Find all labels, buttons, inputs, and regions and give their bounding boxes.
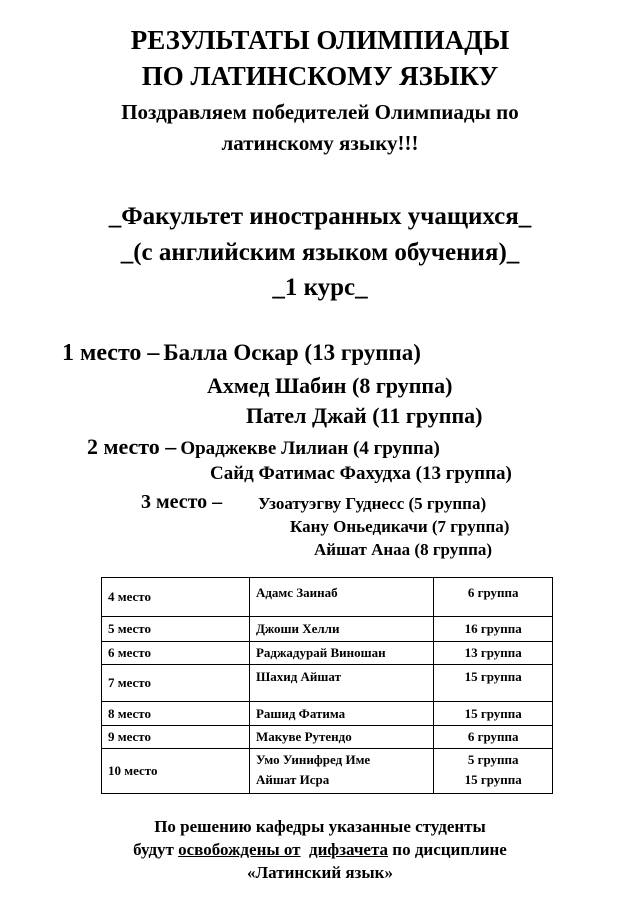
place-cell: 6 место: [102, 642, 250, 665]
table-row: [102, 702, 553, 726]
place-cell: 4 место: [102, 578, 250, 617]
congrats-line1: Поздравляем победителей Олимпиады по: [121, 100, 519, 124]
group-cell: 6 группа: [434, 578, 553, 617]
footer-line2-prefix: будут: [133, 840, 179, 859]
place-cell: 7 место: [102, 665, 250, 702]
footer-line3: «Латинский язык»: [247, 863, 393, 882]
table-row: [102, 642, 553, 665]
first-place-winner: Пател Джай (11 группа): [246, 403, 483, 428]
course-label: _1 курс_: [272, 274, 368, 301]
third-place-row: [141, 491, 222, 514]
group-line: 15 группа: [464, 772, 522, 787]
name-cell: Раджадурай Виношан: [249, 642, 433, 665]
third-place-winner: Кану Оньедикачи (7 группа): [290, 517, 510, 536]
footer-space: [301, 840, 310, 859]
faculty-line2: _(с английским языком обучения)_: [120, 239, 520, 266]
footer-line1: По решению кафедры указанные студенты: [154, 817, 486, 836]
group-cell: 16 группа: [434, 617, 553, 642]
name-cell: [249, 749, 433, 794]
group-cell: 13 группа: [434, 642, 553, 665]
place-cell: 8 место: [102, 702, 250, 726]
first-place-row: [62, 340, 421, 367]
second-place-winner: Сайд Фатимас Фахудха (13 группа): [210, 463, 512, 484]
name-cell: Шахид Айшат: [249, 665, 433, 702]
table-row: [102, 578, 553, 617]
place-cell: 5 место: [102, 617, 250, 642]
name-cell: Адамс Заинаб: [249, 578, 433, 617]
first-place-winner: Ахмед Шабин (8 группа): [207, 373, 453, 398]
third-place-winner: Узоатуэгву Гуднесс (5 группа): [258, 494, 487, 513]
place-cell: 9 место: [102, 726, 250, 749]
name-cell: Рашид Фатима: [249, 702, 433, 726]
footer-line2: [0, 838, 640, 862]
name-cell: Джоши Хелли: [249, 617, 433, 642]
results-table: [101, 577, 553, 794]
page-title-line2: ПО ЛАТИНСКОМУ ЯЗЫКУ: [141, 61, 499, 91]
table-row: [102, 665, 553, 702]
place-cell: 10 место: [102, 749, 250, 794]
footer-underlined-exempt: освобождены от: [178, 840, 301, 859]
first-place-label: 1 место –: [62, 340, 160, 366]
table-row: [102, 749, 553, 794]
page-title-line1: РЕЗУЛЬТАТЫ ОЛИМПИАДЫ: [130, 25, 510, 55]
name-line: Айшат Исра: [255, 772, 330, 787]
table-row: [102, 617, 553, 642]
name-cell: Макуве Рутендо: [249, 726, 433, 749]
footer-line2-suffix: по дисциплине: [388, 840, 507, 859]
name-line: Умо Уинифред Име: [255, 752, 371, 767]
table-row: [102, 726, 553, 749]
group-line: 5 группа: [467, 752, 519, 767]
group-cell: 15 группа: [434, 702, 553, 726]
footer-underlined-credit: дифзачета: [309, 840, 389, 859]
congrats-line2: латинскому языку!!!: [221, 131, 419, 155]
group-cell: [434, 749, 553, 794]
group-cell: 15 группа: [434, 665, 553, 702]
faculty-line1: _Факультет иностранных учащихся_: [108, 203, 532, 230]
third-place-label: 3 место –: [141, 491, 223, 513]
group-cell: 6 группа: [434, 726, 553, 749]
second-place-row: [87, 434, 440, 460]
second-place-winner: Ораджекве Лилиан (4 группа): [180, 438, 440, 459]
first-place-winner: Балла Оскар (13 группа): [163, 340, 421, 365]
third-place-winner: Айшат Анаа (8 группа): [314, 540, 493, 559]
second-place-label: 2 место –: [87, 434, 177, 459]
